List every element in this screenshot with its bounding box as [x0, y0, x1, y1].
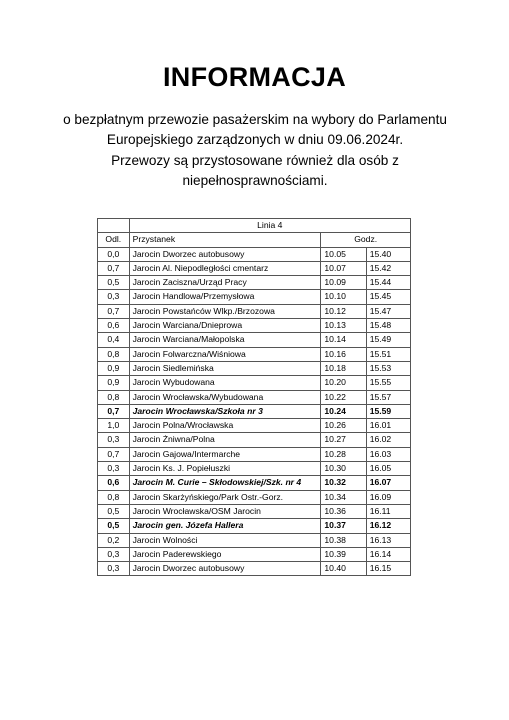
- departure-time-cell: 15.44: [366, 276, 410, 290]
- departure-time-cell: 10.32: [321, 476, 366, 490]
- departure-time-cell: 16.01: [366, 419, 410, 433]
- departure-time-cell: 10.05: [321, 247, 366, 261]
- table-row: [98, 276, 411, 290]
- departure-time-cell: 10.38: [321, 533, 366, 547]
- departure-time-cell: 10.12: [321, 304, 366, 318]
- table-row: [98, 347, 411, 361]
- distance-cell: 0,3: [98, 562, 130, 576]
- departure-time-cell: 15.42: [366, 261, 410, 275]
- departure-time-cell: 16.13: [366, 533, 410, 547]
- table-row: [98, 404, 411, 418]
- departure-time-cell: 16.09: [366, 490, 410, 504]
- departure-time-cell: 10.30: [321, 462, 366, 476]
- stop-name-cell: Jarocin Polna/Wrocławska: [129, 419, 321, 433]
- stop-name-cell: Jarocin Warciana/Dnieprowa: [129, 319, 321, 333]
- distance-cell: 0,8: [98, 347, 130, 361]
- stop-name-cell: Jarocin Wybudowana: [129, 376, 321, 390]
- table-row: [98, 247, 411, 261]
- departure-time-cell: 16.07: [366, 476, 410, 490]
- table-row: [98, 390, 411, 404]
- stop-name-cell: Jarocin Wolności: [129, 533, 321, 547]
- table-row: [98, 419, 411, 433]
- distance-cell: 0,6: [98, 476, 130, 490]
- line-title: Linia 4: [129, 219, 410, 233]
- distance-cell: 0,9: [98, 361, 130, 375]
- departure-time-cell: 10.37: [321, 519, 366, 533]
- stop-name-cell: Jarocin Wrocławska/Wybudowana: [129, 390, 321, 404]
- stop-name-cell: Jarocin M. Curie – Skłodowskiej/Szk. nr 4: [129, 476, 321, 490]
- table-row: [98, 319, 411, 333]
- stop-name-cell: Jarocin Folwarczna/Wiśniowa: [129, 347, 321, 361]
- table-row: [98, 533, 411, 547]
- distance-cell: 0,7: [98, 261, 130, 275]
- departure-time-cell: 10.40: [321, 562, 366, 576]
- departure-time-cell: 10.20: [321, 376, 366, 390]
- departure-time-cell: 10.18: [321, 361, 366, 375]
- departure-time-cell: 10.36: [321, 504, 366, 518]
- stop-name-cell: Jarocin gen. Józefa Hallera: [129, 519, 321, 533]
- timetable: [97, 218, 411, 576]
- distance-cell: 1,0: [98, 419, 130, 433]
- table-row: [98, 304, 411, 318]
- distance-cell: 0,7: [98, 404, 130, 418]
- info-paragraph: o bezpłatnym przewozie pasażerskim na wybory do Parlamentu Europejskiego zarządzonych w dniu 09.06.2024r.: [63, 112, 447, 147]
- departure-time-cell: 15.55: [366, 376, 410, 390]
- table-row: [98, 447, 411, 461]
- distance-cell: 0,3: [98, 290, 130, 304]
- departure-time-cell: 10.39: [321, 547, 366, 561]
- timetable-body: [98, 247, 411, 576]
- stop-name-cell: Jarocin Wrocławska/OSM Jarocin: [129, 504, 321, 518]
- table-row: [98, 547, 411, 561]
- stop-name-cell: Jarocin Dworzec autobusowy: [129, 562, 321, 576]
- departure-time-cell: 10.16: [321, 347, 366, 361]
- table-row: [98, 462, 411, 476]
- column-header-time: Godz.: [321, 233, 411, 247]
- departure-time-cell: 16.14: [366, 547, 410, 561]
- departure-time-cell: 10.10: [321, 290, 366, 304]
- table-row: [98, 433, 411, 447]
- distance-cell: 0,8: [98, 390, 130, 404]
- departure-time-cell: 15.47: [366, 304, 410, 318]
- table-row: [98, 290, 411, 304]
- column-header-distance: Odl.: [98, 233, 130, 247]
- departure-time-cell: 16.03: [366, 447, 410, 461]
- distance-cell: 0,5: [98, 504, 130, 518]
- departure-time-cell: 15.53: [366, 361, 410, 375]
- departure-time-cell: 16.12: [366, 519, 410, 533]
- distance-cell: 0,0: [98, 247, 130, 261]
- table-row: [98, 562, 411, 576]
- table-row: [98, 376, 411, 390]
- departure-time-cell: 16.02: [366, 433, 410, 447]
- departure-time-cell: 15.51: [366, 347, 410, 361]
- departure-time-cell: 15.40: [366, 247, 410, 261]
- distance-cell: 0,8: [98, 490, 130, 504]
- departure-time-cell: 10.14: [321, 333, 366, 347]
- stop-name-cell: Jarocin Al. Niepodległości cmentarz: [129, 261, 321, 275]
- departure-time-cell: 10.13: [321, 319, 366, 333]
- departure-time-cell: 10.26: [321, 419, 366, 433]
- stop-name-cell: Jarocin Ks. J. Popiełuszki: [129, 462, 321, 476]
- stop-name-cell: Jarocin Dworzec autobusowy: [129, 247, 321, 261]
- stop-name-cell: Jarocin Skarżyńskiego/Park Ostr.-Gorz.: [129, 490, 321, 504]
- stop-name-cell: Jarocin Warciana/Małopolska: [129, 333, 321, 347]
- departure-time-cell: 15.49: [366, 333, 410, 347]
- departure-time-cell: 16.11: [366, 504, 410, 518]
- table-row: [98, 504, 411, 518]
- departure-time-cell: 16.05: [366, 462, 410, 476]
- departure-time-cell: 10.09: [321, 276, 366, 290]
- accessibility-paragraph: Przewozy są przystosowane również dla osób z niepełnosprawnościami.: [111, 153, 399, 188]
- distance-cell: 0,2: [98, 533, 130, 547]
- departure-time-cell: 15.45: [366, 290, 410, 304]
- stop-name-cell: Jarocin Powstańców Wlkp./Brzozowa: [129, 304, 321, 318]
- distance-cell: 0,3: [98, 462, 130, 476]
- table-row: [98, 261, 411, 275]
- stop-name-cell: Jarocin Wrocławska/Szkoła nr 3: [129, 404, 321, 418]
- departure-time-cell: 10.34: [321, 490, 366, 504]
- distance-cell: 0,5: [98, 519, 130, 533]
- stop-name-cell: Jarocin Żniwna/Polna: [129, 433, 321, 447]
- stop-name-cell: Jarocin Zaciszna/Urząd Pracy: [129, 276, 321, 290]
- stop-name-cell: Jarocin Siedlemińska: [129, 361, 321, 375]
- distance-cell: 0,9: [98, 376, 130, 390]
- distance-cell: 0,7: [98, 447, 130, 461]
- column-header-stop: Przystanek: [129, 233, 321, 247]
- departure-time-cell: 10.22: [321, 390, 366, 404]
- table-row: [98, 519, 411, 533]
- distance-cell: 0,3: [98, 547, 130, 561]
- departure-time-cell: 15.59: [366, 404, 410, 418]
- stop-name-cell: Jarocin Handlowa/Przemysłowa: [129, 290, 321, 304]
- departure-time-cell: 15.48: [366, 319, 410, 333]
- table-row: [98, 490, 411, 504]
- distance-cell: 0,6: [98, 319, 130, 333]
- table-row: [98, 476, 411, 490]
- departure-time-cell: 10.27: [321, 433, 366, 447]
- stop-name-cell: Jarocin Gajowa/Intermarche: [129, 447, 321, 461]
- departure-time-cell: 10.24: [321, 404, 366, 418]
- table-row: [98, 361, 411, 375]
- distance-cell: 0,5: [98, 276, 130, 290]
- page-title: INFORMACJA: [163, 62, 346, 92]
- departure-time-cell: 10.28: [321, 447, 366, 461]
- table-row: [98, 333, 411, 347]
- departure-time-cell: 10.07: [321, 261, 366, 275]
- departure-time-cell: 15.57: [366, 390, 410, 404]
- distance-cell: 0,3: [98, 433, 130, 447]
- stop-name-cell: Jarocin Paderewskiego: [129, 547, 321, 561]
- distance-cell: 0,4: [98, 333, 130, 347]
- distance-cell: 0,7: [98, 304, 130, 318]
- departure-time-cell: 16.15: [366, 562, 410, 576]
